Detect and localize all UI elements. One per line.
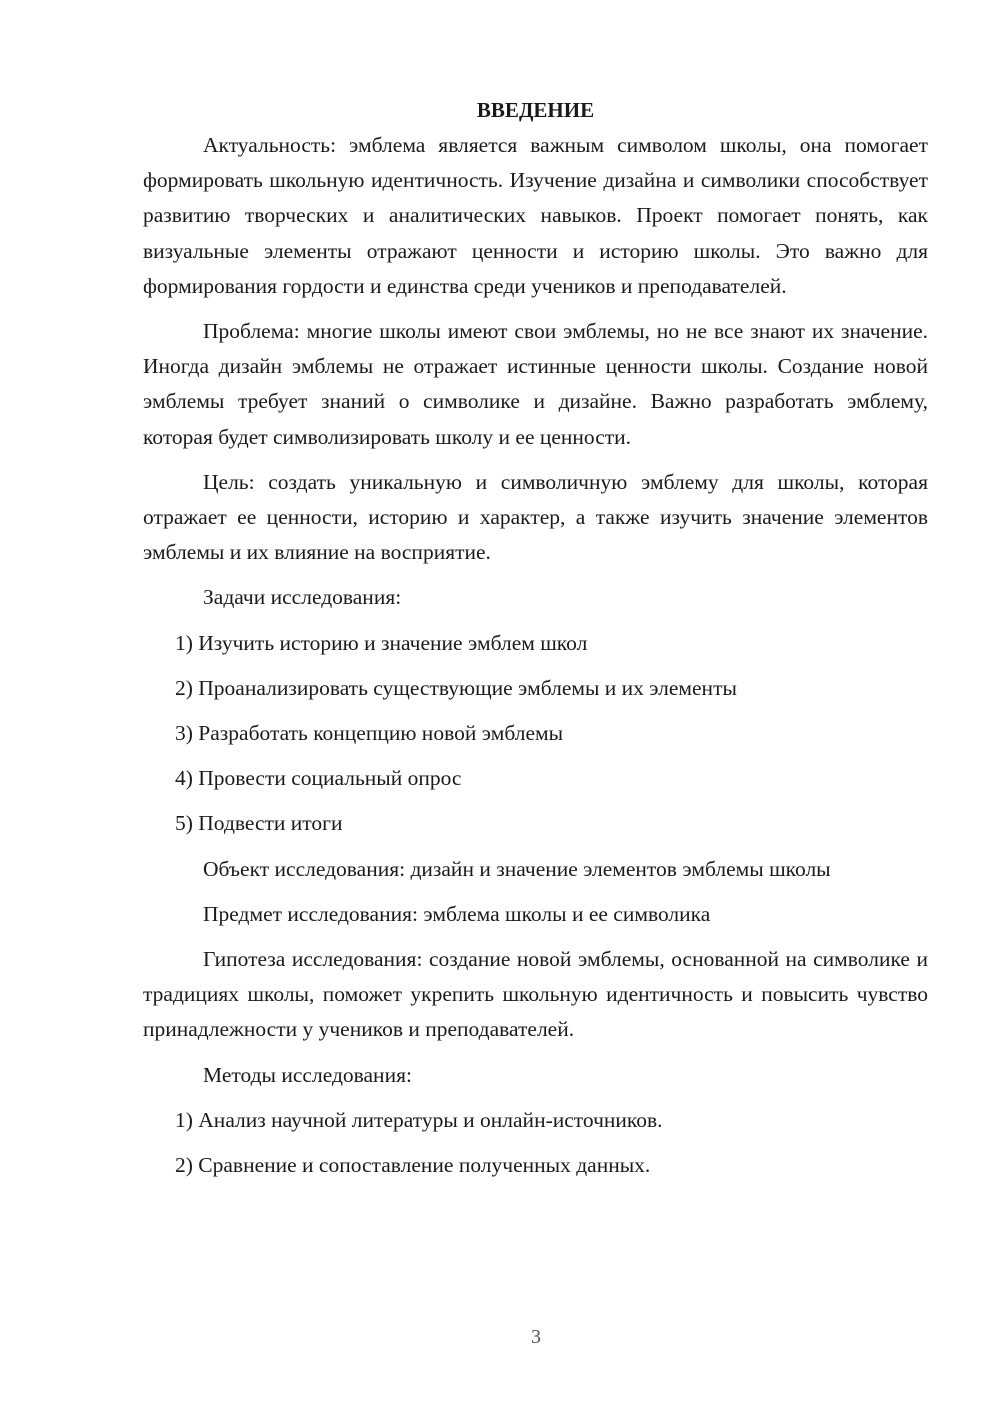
- methods-heading: Методы исследования:: [203, 1062, 412, 1087]
- problem-paragraph: Проблема: многие школы имеют свои эмблемы, но не все знают их значение. Иногда дизайн эмблемы не отражает истинные ценности школы. Создание новой эмблемы требует знаний о символике и дизайне. Важно разработать эмблему, которая будет символизировать школу и ее ценности.: [143, 319, 928, 449]
- relevance-paragraph: Актуальность: эмблема является важным символом школы, она помогает формировать школьную идентичность. Изучение дизайна и символики способствует развитию творческих и аналитических навыков. Проект помогает понять, как визуальные элементы отражают ценности и историю школы. Это важно для формирования гордости и единства среди учеников и преподавателей.: [143, 133, 928, 298]
- list-item: 4) Провести социальный опрос: [175, 766, 462, 791]
- page-title: ВВЕДЕНИЕ: [476, 98, 595, 122]
- subject-line: Предмет исследования: эмблема школы и ее символика: [203, 901, 711, 926]
- list-item: 1) Анализ научной литературы и онлайн-источников.: [175, 1107, 663, 1132]
- hypothesis-paragraph: Гипотеза исследования: создание новой эмблемы, основанной на символике и традициях школы, поможет укрепить школьную идентичность и повысить чувство принадлежности у учеников и преподавателей.: [143, 947, 928, 1042]
- document-page: [143, 92, 928, 1183]
- object-line: Объект исследования: дизайн и значение элементов эмблемы школы: [203, 856, 831, 881]
- list-item: 2) Проанализировать существующие эмблемы и их элементы: [175, 675, 737, 700]
- goal-paragraph: Цель: создать уникальную и символичную эмблему для школы, которая отражает ее ценности, историю и характер, а также изучить значение элементов эмблемы и их влияние на восприятие.: [143, 469, 928, 565]
- list-item: 1) Изучить историю и значение эмблем школ: [175, 630, 588, 655]
- list-item: 2) Сравнение и сопоставление полученных данных.: [175, 1153, 651, 1178]
- list-item: 5) Подвести итоги: [175, 811, 343, 836]
- tasks-heading: Задачи исследования:: [203, 585, 402, 610]
- list-item: 3) Разработать концепцию новой эмблемы: [175, 721, 564, 746]
- page-number: 3: [531, 1326, 541, 1348]
